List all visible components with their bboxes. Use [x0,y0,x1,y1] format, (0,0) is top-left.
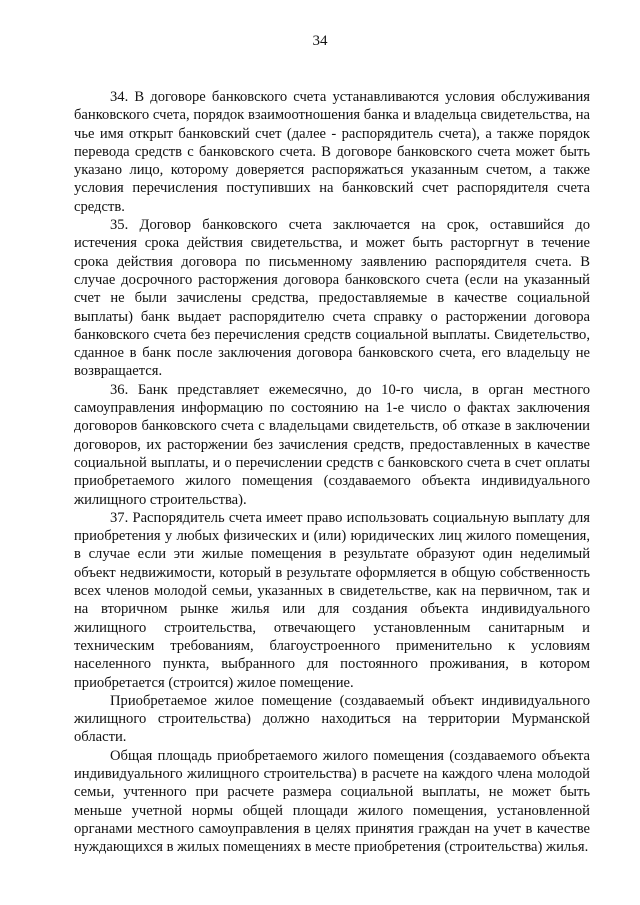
page-number: 34 [312,33,328,49]
paragraph-area-requirement: Общая площадь приобретаемого жилого помещения (создаваемого объекта индивидуального жилищного строительства) в расчете на каждого члена молодой семьи, учтенного при расчете размера социальной выплаты, не может быть меньше учетной нормы общей площади жилого помещения, установленной органами местного самоуправления в целях принятия граждан на учет в качестве нуждающихся в жилых помещениях в месте приобретения (строительства) жилья. [74,747,590,856]
paragraph-location-requirement: Приобретаемое жилое помещение (создаваемый объект индивидуального жилищного строительства) должно находиться на территории Мурманской области. [74,692,590,746]
document-body [74,88,590,856]
paragraph-34: 34. В договоре банковского счета устанавливаются условия обслуживания банковского счета, порядок взаимоотношения банка и владельца свидетельства, на чье имя открыт банковский счет (далее - распорядитель счета), а также порядок перевода средств с банковского счета. В договоре банковского счета может быть указано лицо, которому доверяется распоряжаться указанным счетом, а также условия перечисления поступивших на банковский счет распорядителя счета средств. [74,89,590,215]
paragraph-37: 37. Распорядитель счета имеет право использовать социальную выплату для приобретения у любых физических и (или) юридических лиц жилого помещения, в случае если эти жилые помещения в результате образуют один неделимый объект недвижимости, который в результате оформляется в общую собственность всех членов молодой семьи, указанных в свидетельстве, как на первичном, так и на вторичном рынке жилья или для создания объекта индивидуального жилищного строительства, отвечающего установленным санитарным и техническим требованиям, благоустроенного применительно к условиям населенного пункта, выбранного для постоянного проживания, в котором приобретается (строится) жилое помещение. [74,509,590,691]
paragraph-36: 36. Банк представляет ежемесячно, до 10-го числа, в орган местного самоуправления информацию по состоянию на 1-е число о фактах заключения договоров банковского счета с владельцами свидетельств, об отказе в заключении договоров, их расторжении без зачисления средств, предоставленных в качестве социальной выплаты, и о перечислении средств с банковского счета в счет оплаты приобретаемого жилого помещения (создаваемого объекта индивидуального жилищного строительства). [74,381,590,508]
paragraph-35: 35. Договор банковского счета заключается на срок, оставшийся до истечения срока действия свидетельства, и может быть расторгнут в течение срока действия договора по письменному заявлению распорядителя счета. В случае досрочного расторжения договора банковского счета (если на указанный счет не были зачислены средства, предоставляемые в качестве социальной выплаты) банк выдает распорядителю счета справку о расторжении договора банковского счета без перечисления средств социальной выплаты. Свидетельство, сданное в банк после заключения договора банковского счета, его владельцу не возвращается. [74,217,590,380]
